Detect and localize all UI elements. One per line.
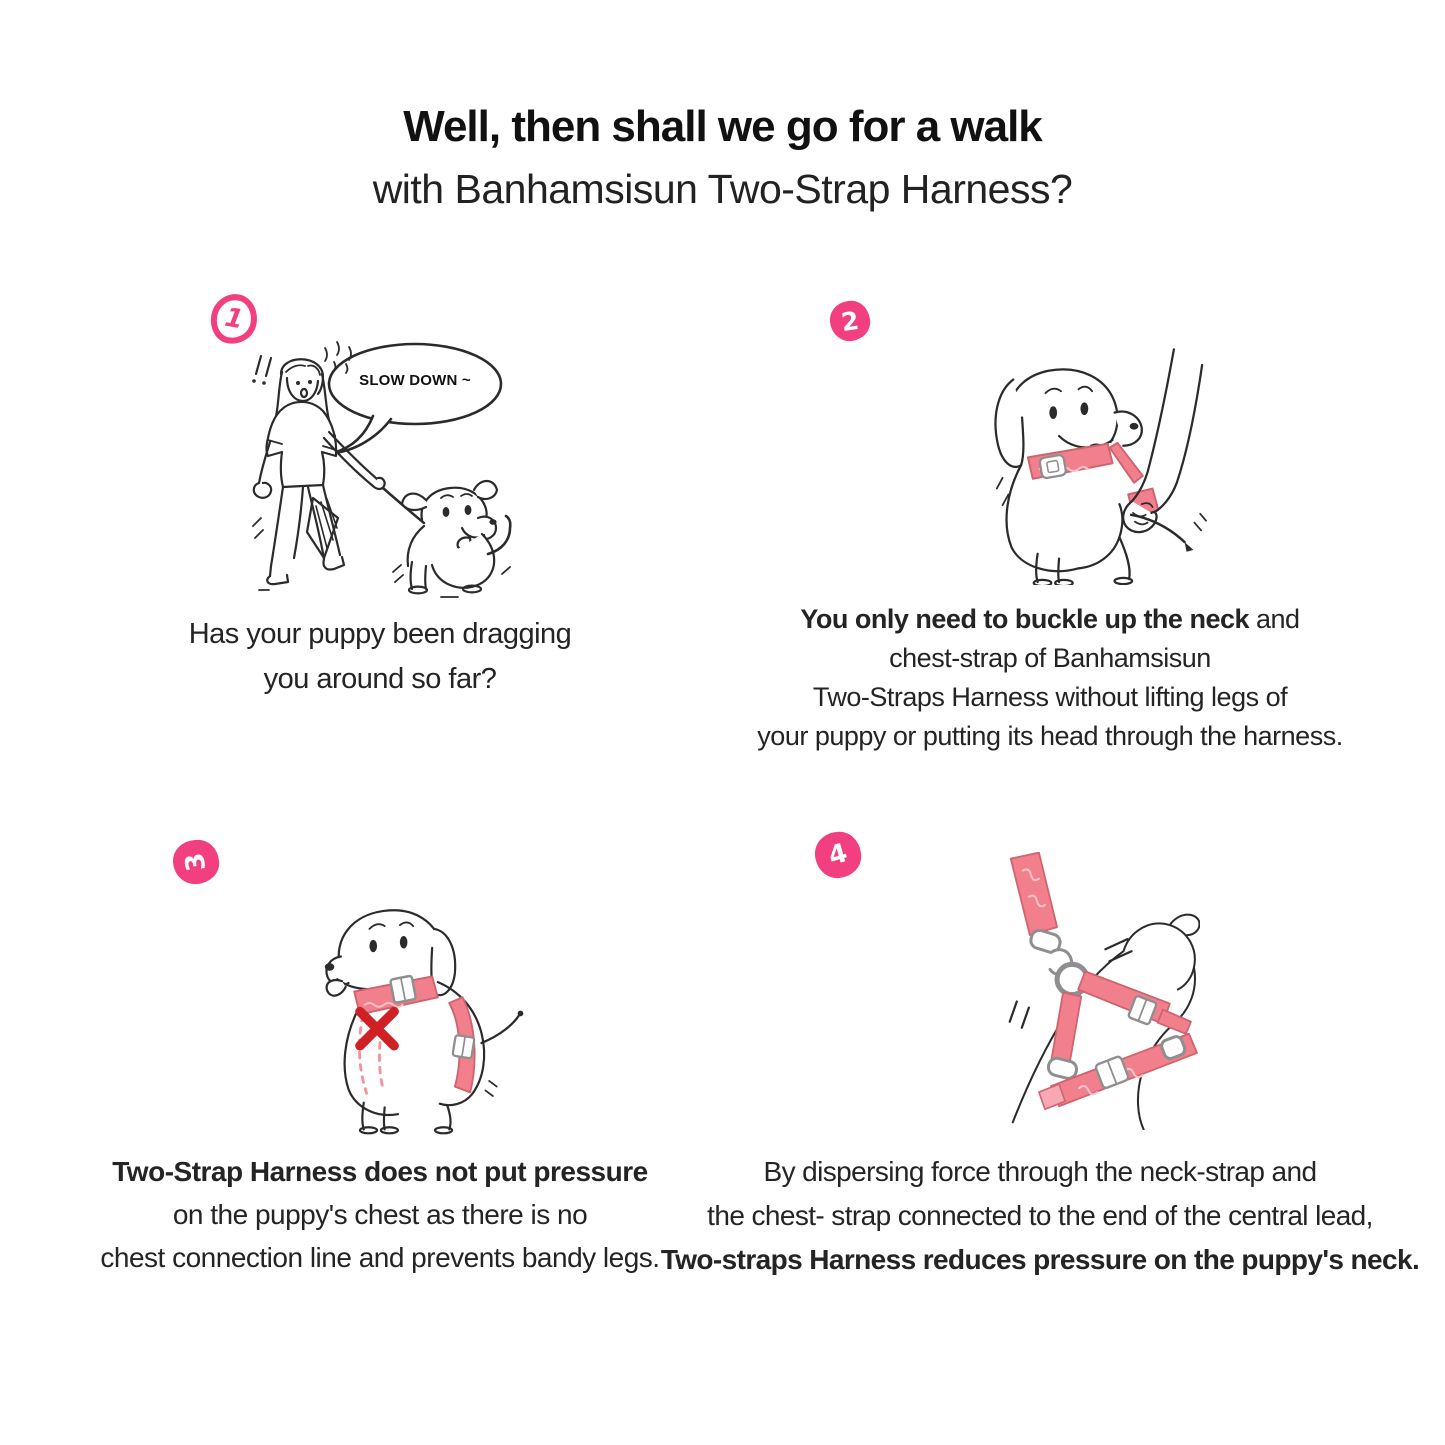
caption-line: Two-Straps Harness without lifting legs of [812,682,1288,712]
page-title-line-1: Well, then shall we go for a walk [403,102,1042,151]
caption-text: and [1249,604,1300,634]
chest-strap [449,997,474,1092]
illustration-woman-dragged-by-puppy [225,320,525,598]
red-x-mark [360,1012,394,1046]
page-title-line-2: with Banhamsisun Two-Strap Harness? [372,166,1073,212]
step-4-number-stamp [813,830,864,881]
caption-line [800,600,1299,639]
buckling-drawing [915,322,1207,585]
woman-dragged-drawing [225,320,525,598]
illustration-hand-buckling-neck-strap [915,322,1207,585]
illustration-harness-no-chest-line [245,868,530,1138]
speech-bubble-shape [329,344,501,453]
illustration-harness-back-view [898,852,1200,1130]
caption-line: chest-strap of Banhamsisun [889,643,1211,673]
caption-line: on the puppy's chest as there is no [172,1199,588,1230]
caption-text-bold: You only need to buckle up the neck [800,604,1249,634]
step-1-caption [100,612,660,702]
step-4-caption [655,1150,1425,1282]
caption-line: you around so far? [263,663,497,695]
strap-buckle [1039,454,1067,478]
speech-bubble-text: SLOW DOWN ~ [359,372,471,389]
step-number: 1 [222,302,246,336]
caption-line: Two-straps Harness reduces pressure on the puppy's neck. [660,1244,1420,1275]
caption-line: By dispersing force through the neck-strap and [763,1156,1317,1187]
caption-line: the chest- strap connected to the end of the central lead, [707,1200,1373,1231]
force-dispersion-drawing [898,852,1200,1130]
step-number: 4 [825,838,851,872]
step-2-number-stamp [827,298,872,343]
leash [1011,853,1088,995]
caption-line: Two-Strap Harness does not put pressure [112,1156,648,1187]
no-pressure-drawing [245,868,530,1138]
step-3-caption [70,1150,690,1279]
caption-line: chest connection line and prevents bandy legs. [100,1242,660,1273]
step-3-number-stamp [172,838,221,885]
caption-line: your puppy or putting its head through the harness. [757,721,1343,751]
step-2-caption [705,600,1395,756]
caption-line: Has your puppy been dragging [188,618,572,650]
step-number: 3 [179,850,213,874]
step-number: 2 [839,305,861,337]
harness-straps [1039,971,1197,1109]
